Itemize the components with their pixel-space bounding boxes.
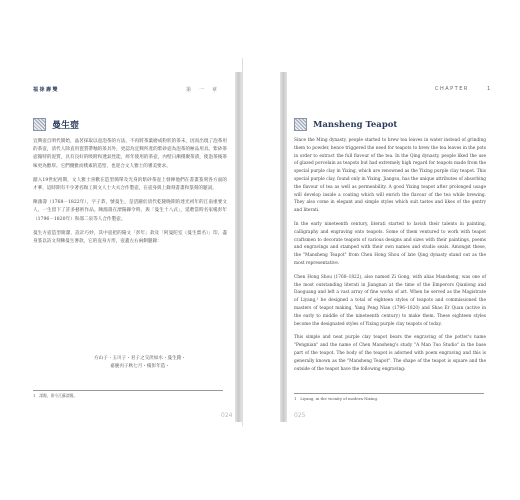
section-pattern-icon <box>294 118 307 131</box>
quote-line: 嘉慶丙子秋七月・楊彭年造・ <box>110 364 170 369</box>
right-body-text <box>294 137 486 379</box>
left-body-text <box>33 138 227 252</box>
page-number-right: 025 <box>294 412 306 419</box>
footnote-rule-right <box>294 393 484 394</box>
inscription-quote <box>60 355 220 371</box>
quote-line: 方山子・玉川子・君子之交淡如水・曼生銘・ <box>94 356 186 361</box>
book-gutter-right <box>280 72 287 422</box>
section-heading-left <box>33 118 79 131</box>
paragraph: 踏入19世紀初期，文人雅士喜歡在造型簡單及光身的紫砂茶壺上發揮他們在書畫篆刻各方面的才華，這時期有不少著名陶工與文人士大夫合作製壺，在壺身與上錄刻書畫和篆刻的題詞。 <box>33 177 227 192</box>
section-title-right: Mansheng Teapot <box>313 119 398 130</box>
footnote-right: 1 Liyang, in the vicinity of modern Nixing. <box>294 396 379 401</box>
paragraph: 宜興壺自明代開始，晶茗採取以壺泡茶的方法，不再將茶葉磨成粉狀的茶末，因而出現了泡茶用的茶壺，清代人除直用瓷質帶釉的茶具外，更認為宜興所產的紫砂壺為泡茶的極品用具。紫砂茶壺獨特的泥質，具有良好的吸附和透氣性能，經年使用的茶壺，內壁日漸積聚茶漬，使泡茶後茶味更為醇厚。它們優雅而樸素的造型，也迎合文人雅士的審美要求。 <box>33 139 227 169</box>
footnote-rule-left <box>33 390 223 391</box>
running-title: 福祿壽雙 <box>33 87 60 93</box>
paragraph: 陳鴻壽（1768－1822年），字子恭，號曼生，是活躍於清代乾隆晚期的達光初年的江南重要文人，一生留下了許多藝術作品。陳鴻壽在溧陽縣令時，與「曼生十八式」，延聘當時名家楊彭年（1796－1820年）和邵二泉等人合作製壺。 <box>33 200 227 222</box>
paragraph: This simple and neat purple clay teapot bears the engraving of the potter's name "Pengnian" and the name of Chen Mansheng's study "A Man Tuo Studio" in the base part of the teapot. The body of the teapot is adorned with poem engraving and this is generally known as the "Mansheng Teapot". The shape of the teapot is square and the outside of the teapot have the following engraving: <box>294 335 486 372</box>
section-heading-right <box>294 118 397 131</box>
running-chapter-left: 第 一 章 <box>186 87 219 93</box>
page-number-left: 024 <box>221 412 233 419</box>
section-pattern-icon <box>33 118 46 131</box>
running-chapter-right: CHAPTER <box>435 86 469 92</box>
paragraph: In the early nineteenth century, literati started to lavish their talents in painting, calligraphy and engraving onto teapots. Some of them ventured to work with teapot craftsmen to decorate teapots of various designs and sizes with their paintings, poems and engravings and stamped with their own names and studio seals. Amongst these, the "Mansheng Teapot" from Chen Hong Shou of late Qing dynasty stand out as the most representative. <box>294 221 486 266</box>
paragraph: 曼生方壺造型簡潔，設計巧妙，其中壺把的陽文「彭年」款及「阿曼陀室（曼生齋名）」印，盡身篆以詩文刻陳曼生署款，它的壺身方形，壺蓋左右兩側題錄： <box>33 230 227 245</box>
footnote-left: 1 溧陽，即今江蘇溧陽。 <box>33 393 78 398</box>
paragraph: Chen Hong Shou (1768–1822), also named Zi Gong, with alias Mansheng, was one of the most outstanding literati in Jiangnan at the time of the Emperors Qianlong and Daoguang and left a vast array of fine works of art. When he served as the Magistrate of Liyang,¹ he designed a total of eighteen styles of teapots and commissioned the masters of teapot making, Yang Peng Nian (1796–1820) and Shao Er Quan (active in the early to middle of the nineteenth century) to make them. These eighteen styles become the designated styles of Yixing purple clay teapots of today. <box>294 274 486 327</box>
section-title-left: 曼生壺 <box>52 121 80 131</box>
running-chapter-number: 1 <box>487 86 492 92</box>
paragraph: Since the Ming dynasty, people started to brew tea leaves in water instead of grinding them to powder, hence triggered the need for teapots to brew the tea leaves in the pots in order to extract the full flavour of the tea. In the Qing dynasty, people liked the use of glazed porcelain as teapots but had extremely high regard for teapots made from the special purple clay in Yixing, which are renowned as the Yixing purple clay teapot. This special purple clay, found only in Yixing, Jiangsu, has the unique attributes of absorbing the flavour of tea as well as permeability. A good Yixing teapot after prolonged usage will develop inside a coating which will enrich the flavour of the tea while brewing. They also come in elegant and simple styles which suit tastes and likes of the gentry and literati. <box>294 138 486 214</box>
book-gutter-left <box>235 72 242 422</box>
